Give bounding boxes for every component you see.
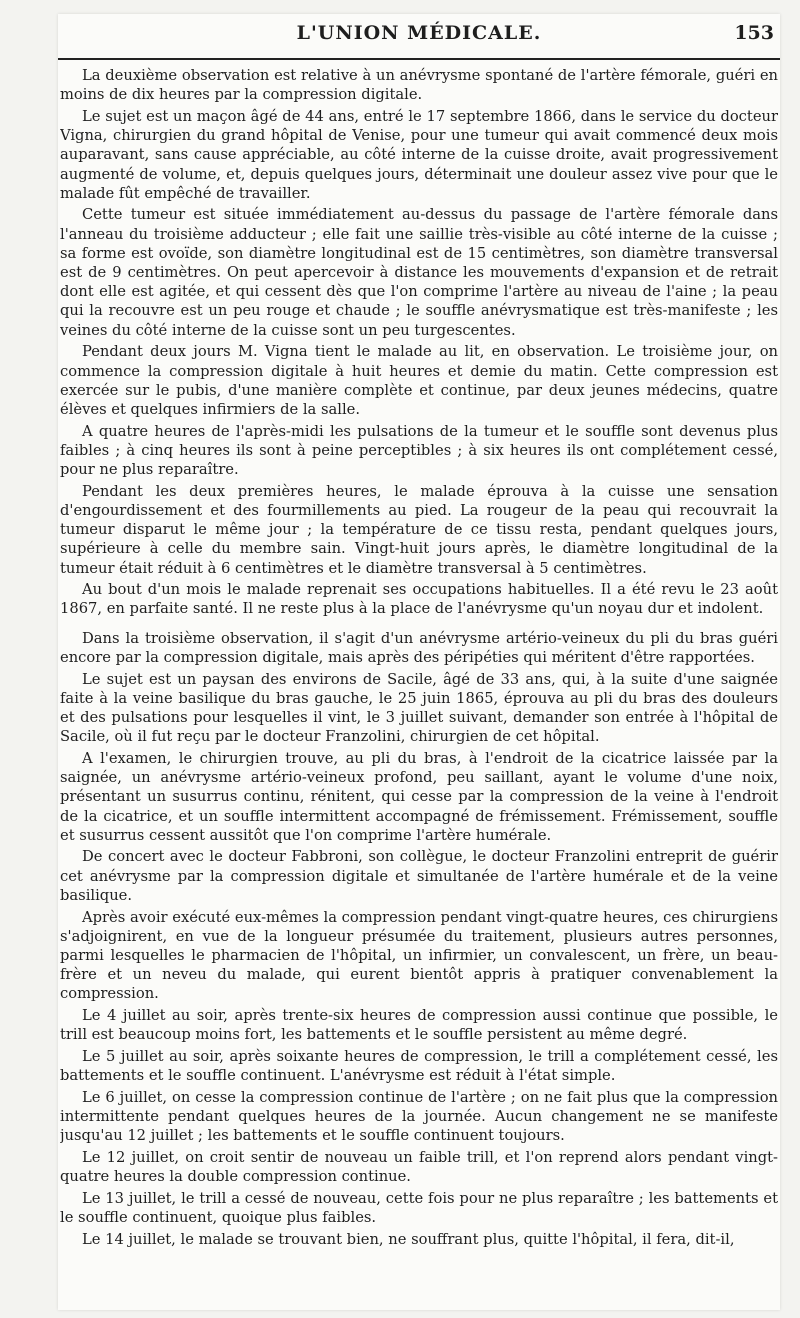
paragraph: A quatre heures de l'après-midi les pulsations de la tumeur et le souffle sont devenus plus faibles ; à cinq heures ils sont à peine perceptibles ; à six heures ils ont complétement cessé, pour ne plus reparaître.: [60, 422, 778, 479]
paragraph: De concert avec le docteur Fabbroni, son collègue, le docteur Franzolini entreprit de guérir cet anévrysme par la compression digitale et simultanée de l'artère humérale et de la veine basilique.: [60, 848, 778, 904]
paragraph: Le 13 juillet, le trill a cessé de nouveau, cette fois pour ne plus reparaître ; les battements et le souffle continuent, quoique plus faibles.: [60, 1189, 778, 1227]
paragraph: Cette tumeur est située immédiatement au-dessus du passage de l'artère fémorale dans l'anneau du troisième adducteur ; elle fait une saillie très-visible au côté interne de la cuisse ; sa forme est ovoïde, son diamètre longitudinal est de 15 centimètres, son diamètre transversal est de 9 centimètres. On peut apercevoir à distance les mouvements d'expansion et de retrait dont elle est agitée, et qui cessent dès que l'on comprime l'artère au niveau de l'aine ; la peau qui la recouvre est un peu rouge et chaude ; le souffle anévrysmatique est très-manifeste ; les veines du côté interne de la cuisse sont un peu turgescentes.: [60, 206, 778, 339]
paragraph: Le 4 juillet au soir, après trente-six heures de compression aussi continue que possible, le trill est beaucoup moins fort, les battements et le souffle persistent au même degré.: [60, 1007, 778, 1044]
paragraph: Pendant les deux premières heures, le malade éprouva à la cuisse une sensation d'engourdissement et des fourmillements au pied. La rougeur de la peau qui recouvrait la tumeur disparut le même jour ; la température de ce tissu resta, pendant quelques jours, supérieure à celle du membre sain. Vingt-huit jours après, le diamètre longitudinal de la tumeur était réduit à 6 centimètres et le diamètre transversal à 5 centimètres.: [60, 482, 778, 577]
article-body: [60, 66, 778, 1306]
paragraph: Le 14 juillet, le malade se trouvant bien, ne souffrant plus, quitte l'hôpital, il fera, dit-il,: [82, 1230, 735, 1248]
paragraph: Le sujet est un maçon âgé de 44 ans, entré le 17 septembre 1866, dans le service du docteur Vigna, chirurgien du grand hôpital de Venise, pour une tumeur qui avait commencé deux mois auparavant, sans cause appréciable, au côté interne de la cuisse droite, avait progressivement augmenté de volume, et, depuis quelques jours, déterminait une douleur assez vive pour que le malade fût empêché de travailler.: [60, 107, 778, 202]
header-rule: [58, 58, 780, 60]
paragraph: Le sujet est un paysan des environs de Sacile, âgé de 33 ans, qui, à la suite d'une saignée faite à la veine basilique du bras gauche, le 25 juin 1865, éprouva au pli du bras des douleurs et des pulsations pour lesquelles il vint, le 3 juillet suivant, demander son entrée à l'hôpital de Sacile, où il fut reçu par le docteur Franzolini, chirurgien de cet hôpital.: [60, 670, 778, 746]
paragraph: Pendant deux jours M. Vigna tient le malade au lit, en observation. Le troisième jour, on commence la compression digitale à huit heures et demie du matin. Cette compression est exercée sur le pubis, d'une manière complète et continue, par deux jeunes médecins, quatre élèves et quelques infirmiers de la salle.: [60, 343, 778, 418]
paragraph: Le 5 juillet au soir, après soixante heures de compression, le trill a complétement cessé, les battements et le souffle continuent. L'anévrysme est réduit à l'état simple.: [60, 1047, 778, 1085]
paragraph: Au bout d'un mois le malade reprenait ses occupations habituelles. Il a été revu le 23 août 1867, en parfaite santé. Il ne reste plus à la place de l'anévrysme qu'un noyau dur et indolent.: [60, 581, 778, 618]
paragraph: Le 6 juillet, on cesse la compression continue de l'artère ; on ne fait plus que la compression intermittente pendant quelques heures de la journée. Aucun changement ne se manifeste jusqu'au 12 juillet ; les battements et le souffle continuent toujours.: [60, 1088, 778, 1145]
paragraph: La deuxième observation est relative à un anévrysme spontané de l'artère fémorale, guéri en moins de dix heures par la compression digitale.: [60, 67, 778, 104]
paragraph: Après avoir exécuté eux-mêmes la compression pendant vingt-quatre heures, ces chirurgiens s'adjoignirent, en vue de la longueur présumée du traitement, plusieurs autres personnes, parmi lesquelles le pharmacien de l'hôpital, un infirmier, un convalescent, un frère, un beau-frère et un neveu du malade, qui eurent bientôt appris à pratiquer convenablement la compression.: [60, 908, 778, 1003]
page-number: 153: [734, 22, 774, 44]
paragraph: A l'examen, le chirurgien trouve, au pli du bras, à l'endroit de la cicatrice laissée par la saignée, un anévrysme artério-veineux profond, peu saillant, ayant le volume d'une noix, présentant un susurrus continu, rénitent, qui cesse par la compression de la veine à l'endroit de la cicatrice, et un souffle intermittent accompagné de frémissement. Frémissement, souffle et susurrus cessent aussitôt que l'on comprime l'artère humérale.: [60, 749, 778, 844]
paragraph: Le 12 juillet, on croit sentir de nouveau un faible trill, et l'on reprend alors pendant vingt-quatre heures la double compression continue.: [60, 1148, 778, 1186]
paragraph: Dans la troisième observation, il s'agit d'un anévrysme artério-veineux du pli du bras guéri encore par la compression digitale, mais après des péripéties qui méritent d'être rapportées.: [60, 629, 778, 666]
journal-title: L'UNION MÉDICALE.: [296, 22, 542, 44]
journal-page: [58, 14, 780, 1310]
running-header: [58, 20, 780, 50]
